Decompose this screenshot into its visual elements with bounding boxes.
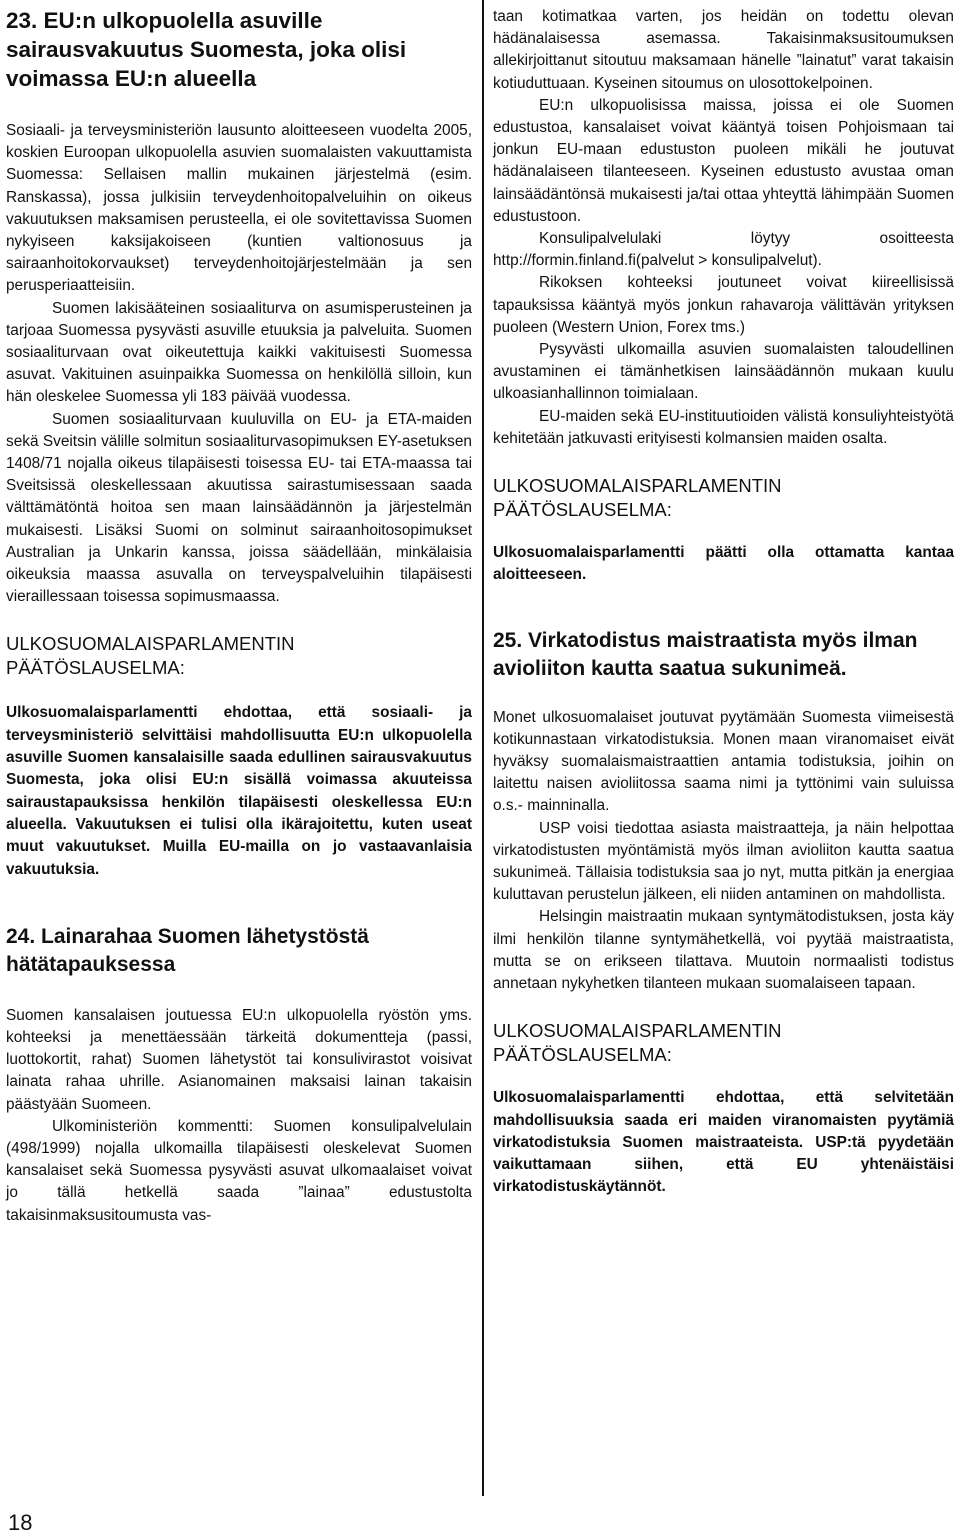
resolution-heading: ULKOSUOMALAISPARLAMENTIN PÄÄTÖSLAUSELMA: [493,475,782,521]
paragraph: Sosiaali- ja terveysministeriön lausunto aloitteeseen vuodelta 2005, koskien Euroopan ulkopuolella asuvien suomalaisten vakuuttamista Suomessa: Sellaisen mallin mukainen järjestelmä (esim. Ranskassa), jossa julkisiin terveydenhoitopalveluihin on oikeus vakuutuksen maksamisen perusteella, ei ole sovitettavissa Suomen nykyiseen kaksijakoiseen (kuntien valtionosuus ja sairaanhoitokorvaukset) terveydenhoitojärjestelmään ja sen perusperiaatteisiin. [6,122,472,295]
paragraph: EU-maiden sekä EU-instituutioiden välistä konsuliyhteistyötä kehitetään jatkuvasti erityisesti kolmansien maiden osalta. [493,407,954,447]
paragraph: Suomen lakisääteinen sosiaaliturva on asumisperusteinen ja tarjoaa Suomessa pysyvästi asuville etuuksia ja palveluita. Suomen sosiaaliturvaan ovat oikeutettuja kaikki vakituisesti Suomessa asuvat. Vakituinen asuinpaikka Suomessa on henkilöllä silloin, kun hän oleskelee Suomessa yli 183 päivää vuodessa. [6,299,472,406]
page-number: 18 [8,1510,33,1535]
resolution-text: Ulkosuomalaisparlamentti päätti olla ottamatta kantaa aloitteeseen. [493,544,954,584]
resolution-heading: ULKOSUOMALAISPARLAMENTIN PÄÄTÖSLAUSELMA: [493,1020,782,1066]
paragraph: Rikoksen kohteeksi joutuneet voivat kiireellisissä tapauksissa kääntyä myös jonkun rahavaroja välittävän yrityksen puoleen (Western Union, Forex tms.) [493,274,954,336]
paragraph: Pysyvästi ulkomailla asuvien suomalaisten taloudellinen avustaminen ei tämänhetkisen lainsäädännön mukaan kuulu ulkoasianhallinnon toimialaan. [493,341,954,403]
paragraph: Konsulipalvelulaki löytyy osoitteesta http://formin.finland.fi(palvelut > konsulipalvelut). [493,230,954,270]
left-column [6,0,472,1227]
paragraph: Ulkoministeriön kommentti: Suomen konsulipalvelulain (498/1999) nojalla ulkomailla tilapäisesti oleskelevat Suomen kansalaiset sekä Suomessa pysyvästi asuvat ulkomaalaiset voivat jo tällä hetkellä saada ”lainaa” edustustolta takaisinmaksusitoumusta vas- [6,1117,472,1224]
heading-section-25: 25. Virkatodistus maistraatista myös ilman avioliiton kautta saatua sukunimeä. [493,628,918,680]
paragraph: Helsingin maistraatin mukaan syntymätodistuksen, josta käy ilmi henkilön tilanne syntymähetkellä, voi pyytää maistraatista, mutta se on erikseen tilattava. Muutoin normaalisti todistus annetaan nykyhetken tilanteen mukaan suomalaiseen tapaan. [493,908,954,993]
paragraph: Suomen sosiaaliturvaan kuuluvilla on EU- ja ETA-maiden sekä Sveitsin välille solmitun sosiaaliturvasopimuksen EY-asetuksen 1408/71 nojalla oikeus tilapäisesti toisessa EU- tai ETA-maassa tai Sveitsissä oleskellessaan akuutissa sairastumisessaan saada välttämätöntä hoitoa sen maan lainsäädännön ja järjestelmän mukaisesti. Lisäksi Suomi on solminut sairaanhoitosopimukset Australian ja Unkarin kanssa, joissa säädellään, minkälaisia oikeuksia maassa asuvalla on terveyspalveluihin tilapäisesti vieraillessaan toisessa sopimusmaassa. [6,410,472,606]
right-column [493,0,954,1199]
heading-section-23: 23. EU:n ulkopuolella asuville sairausvakuutus Suomesta, joka olisi voimassa EU:n alueella [6,8,407,91]
paragraph: Suomen kansalaisen joutuessa EU:n ulkopuolella ryöstön yms. kohteeksi ja menettäessään tärkeitä dokumentteja (passi, luottokortit, rahat) Suomen lähetystöt tai konsulivirastot voisivat lainata rahaa uhrille. Asianomainen maksaisi lainan takaisin päästyään Suomeen. [6,1006,472,1113]
heading-section-24: 24. Lainarahaa Suomen lähetystöstä hätätapauksessa [6,924,369,976]
resolution-text: Ulkosuomalaisparlamentti ehdottaa, että sosiaali- ja terveysministeriö selvittäisi mahdollisuutta EU:n ulkopuolella asuville Suomen kansalaisille saada edullinen sairausvakuutus Suomesta, joka olisi EU:n sisällä voimassa akuuteissa sairaustapauksissa henkilön tilapäisesti oleskellessa EU:n alueella. Vakuutuksen ei tulisi olla ikärajoitettu, kuten useat muut vakuutukset. Muilla EU-mailla on jo vastaavanlaisia vakuutuksia. [6,704,472,878]
resolution-text: Ulkosuomalaisparlamentti ehdottaa, että selvitetään mahdollisuuksia saada eri maiden viranomaisten pyytämiä virkatodistuksia Suomen maistraateista. USP:tä pyydetään vaikuttamaan siihen, että EU yhtenäistäisi virkatodistuskäytännöt. [493,1089,954,1196]
resolution-heading: ULKOSUOMALAISPARLAMENTIN PÄÄTÖSLAUSELMA: [6,633,295,679]
column-divider [482,0,484,1496]
paragraph: Monet ulkosuomalaiset joutuvat pyytämään Suomesta viimeisestä kotikunnastaan virkatodistuksia. Monen maan viranomaiset eivät hyväksy suomalaismaistraattien antamia todistuksia, joihin on laitettu naisen avioliitossa saama nimi ja tyttönimi vain suluissa o.s.- mainninalla. [493,708,954,815]
paragraph: EU:n ulkopuolisissa maissa, joissa ei ole Suomen edustustoa, kansalaiset voivat kääntyä toisen Pohjoismaan tai jonkun EU-maan edustuston puoleen mikäli he joutuvat hädänalaiseen tilanteeseen. Kyseinen edustusto avustaa oman lainsäädäntönsä mukaisesti ja/tai ottaa yhteyttä lähimpään Suomen edustustoon. [493,96,954,225]
paragraph: USP voisi tiedottaa asiasta maistraatteja, ja näin helpottaa virkatodistusten myöntämistä myös ilman avioliiton kautta saatua sukunimeä. Tällaisia todistuksia saa jo nyt, mutta pitkän ja energiaa kuluttavan perustelun jälkeen, eli niiden antaminen on mahdollista. [493,819,954,904]
paragraph: taan kotimatkaa varten, jos heidän on todettu olevan hädänalaisessa asemassa. Takaisinmaksusitoumuksen allekirjoittanut sitoutuu maksamaan hänelle ”lainatut” varat takaisin kotiuduttuaan. Kyseinen sitoumus on ulosottokelpoinen. [493,8,954,92]
